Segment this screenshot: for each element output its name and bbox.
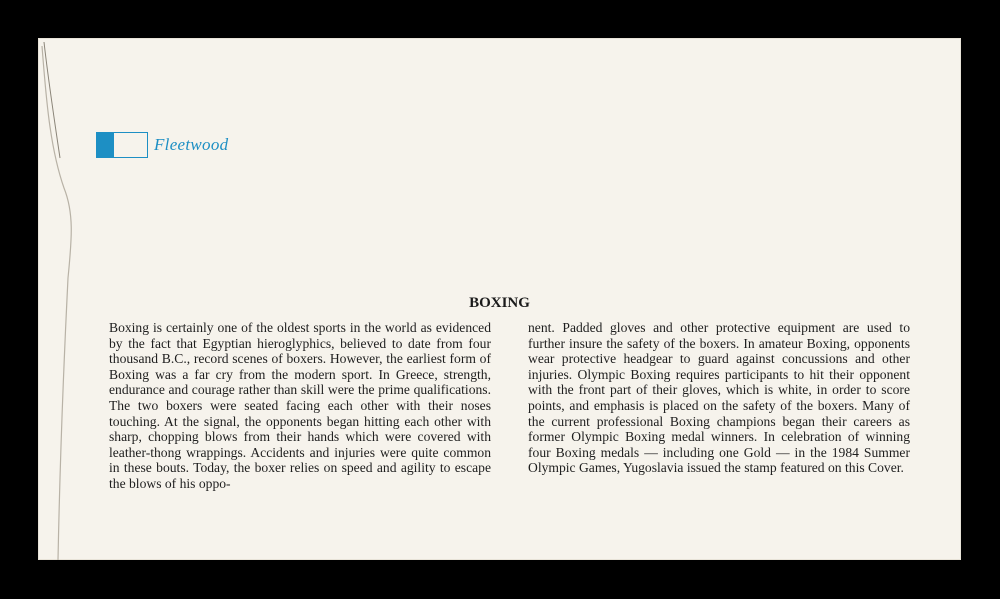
logo-wordmark: Fleetwood	[154, 135, 229, 154]
article-column-left: Boxing is certainly one of the oldest sports in the world as evidenced by the fact that Egyptian hieroglyphics, believed to date from four thousand B.C., record scenes of boxers. However, the earliest form of Boxing was a far cry from the modern sport. In Greece, strength, endurance and courage rather than skill were the prime qualifications. The two boxers were seated facing each other with their noses touching. At the signal, the opponents began hitting each other with sharp, chopping blows from their hands which were covered with leather-thong wrappings. Accidents and injuries were quite common in these bouts. Today, the boxer relies on speed and agility to escape the blows of his oppo-	[109, 320, 491, 491]
logo-mark-icon	[96, 132, 148, 158]
fleetwood-logo	[96, 132, 228, 158]
article-title: BOXING	[469, 295, 530, 311]
article-column-right: nent. Padded gloves and other protective equipment are used to further insure the safety of the boxers. In amateur Boxing, opponents wear protective headgear to guard against concussions and other injuries. Olympic Boxing requires participants to hit their opponent with the front part of their gloves, which is white, in order to score points, and emphasis is placed on the safety of the boxers. Many of the current professional Boxing champions began their careers as former Olympic Boxing medal winners. In celebration of winning four Boxing medals — including one Gold — in the 1984 Summer Olympic Games, Yugoslavia issued the stamp featured on this Cover.	[528, 320, 910, 476]
envelope-back	[38, 38, 961, 560]
logo-mark-fill	[97, 133, 114, 157]
